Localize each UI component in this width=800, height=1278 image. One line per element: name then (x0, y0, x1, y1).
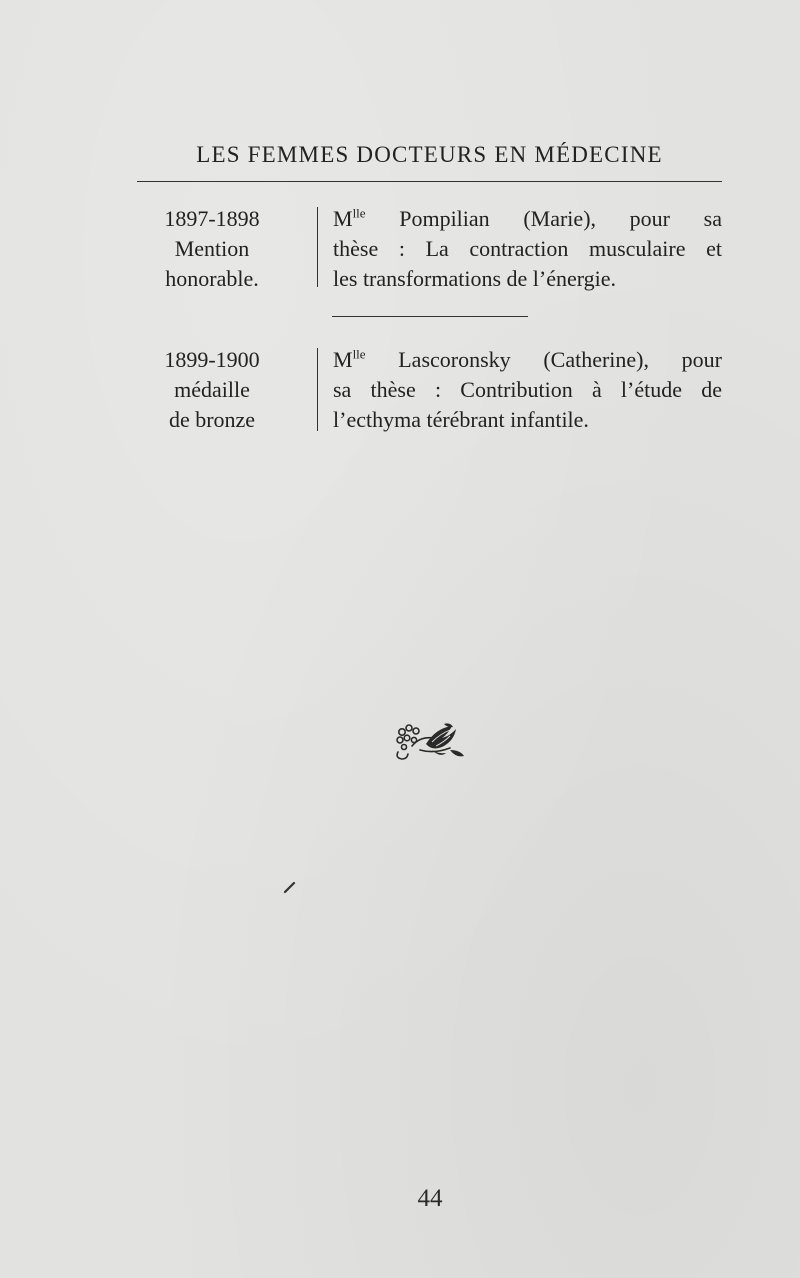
title-abbrev-sup: lle (352, 346, 366, 362)
page-number: 44 (417, 1185, 443, 1212)
award-type: de bronze (168, 407, 256, 432)
running-head: LES FEMMES DOCTEURS EN MÉDECINE (196, 142, 663, 167)
description-line (333, 204, 722, 234)
description-line: les transformations de l’énergie. (333, 266, 617, 291)
description-line: thèse : La contraction musculaire et (333, 236, 722, 261)
description-line (333, 345, 722, 375)
award-type: Mention (174, 236, 250, 261)
award-description (333, 345, 722, 435)
floral-vignette-icon (392, 720, 470, 762)
award-date-column (137, 345, 287, 435)
award-type: médaille (174, 377, 250, 402)
award-year: 1897-1898 (164, 206, 260, 231)
description-text: Lascoronsky (Catherine), pour (365, 347, 722, 372)
section-divider (332, 316, 528, 317)
award-year: 1899-1900 (164, 347, 260, 372)
description-line: sa thèse : Contribution à l’étude de (333, 377, 722, 402)
award-description (333, 204, 722, 294)
title-abbrev: M (333, 206, 353, 231)
description-text: Pompilian (Marie), pour sa (365, 206, 722, 231)
ink-speck (282, 880, 298, 894)
title-abbrev: M (333, 347, 353, 372)
award-date-column (137, 204, 287, 294)
column-separator (317, 207, 318, 287)
title-abbrev-sup: lle (352, 205, 366, 221)
header-rule (137, 181, 722, 182)
column-separator (317, 348, 318, 431)
award-type: honorable. (165, 266, 259, 291)
description-line: l’ecthyma térébrant infantile. (333, 407, 589, 432)
